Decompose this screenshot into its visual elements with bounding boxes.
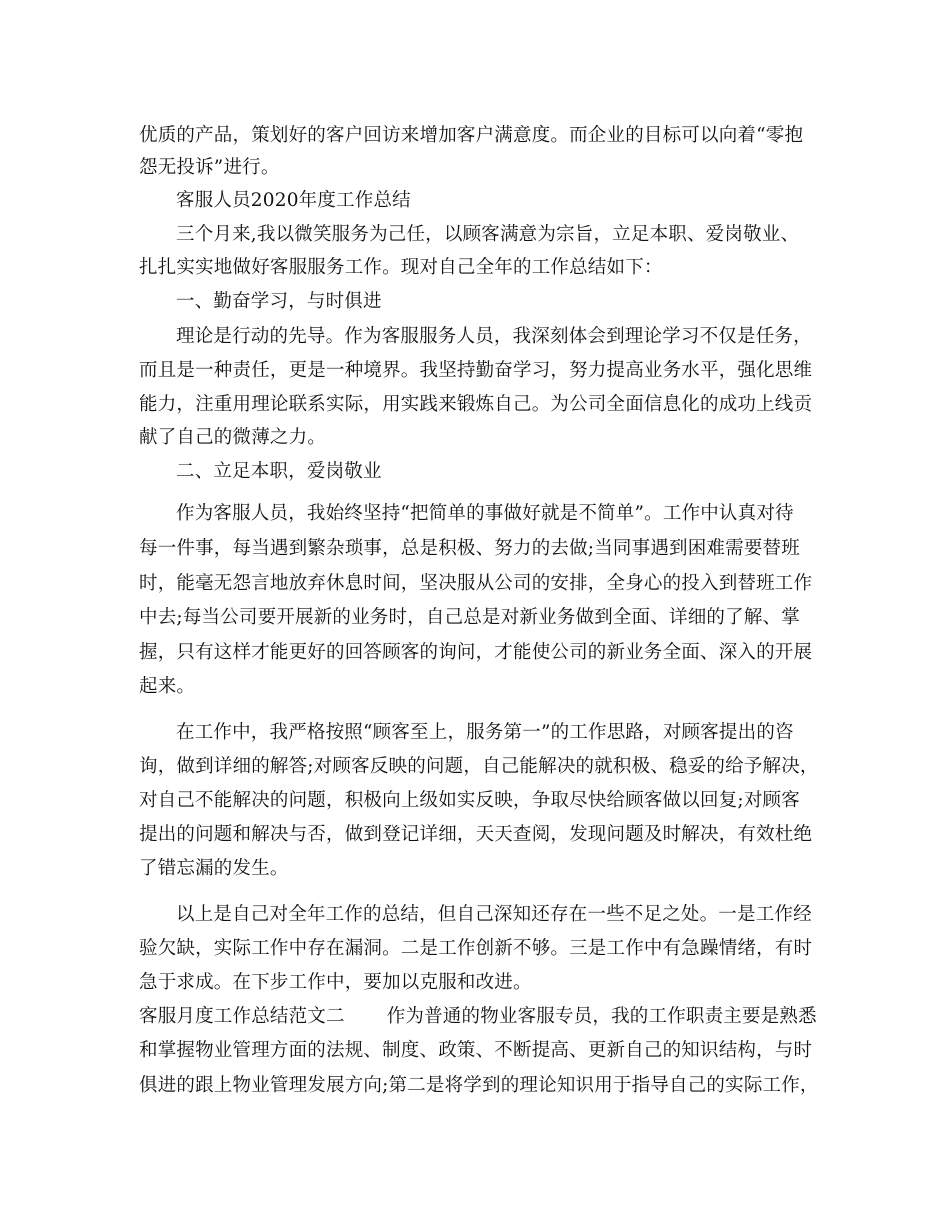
section-title: 客服月度工作总结范文二 bbox=[139, 1006, 345, 1027]
paragraph-line: 优质的产品，策划好的客户回访来增加客户满意度。而企业的目标可以向着“零抱 bbox=[139, 125, 804, 146]
section-heading: 客服人员2020年度工作总结 bbox=[176, 190, 411, 211]
paragraph-line: 中去;每当公司要开展新的业务时，自己总是对新业务做到全面、详细的了解、掌 bbox=[139, 607, 800, 628]
paragraph-line: 验欠缺，实际工作中存在漏洞。二是工作创新不够。三是工作中有急躁情绪，有时 bbox=[139, 938, 813, 959]
paragraph-line: 献了自己的微薄之力。 bbox=[139, 427, 327, 448]
paragraph-line: 了错忘漏的发生。 bbox=[139, 858, 289, 879]
paragraph-line: 急于求成。在下步工作中，要加以克服和改进。 bbox=[139, 972, 532, 993]
paragraph-line: 每一件事，每当遇到繁杂琐事，总是积极、努力的去做;当同事遇到困难需要替班 bbox=[139, 538, 800, 559]
section-heading-line bbox=[139, 1004, 817, 1030]
paragraph-line: 在工作中，我严格按照“顾客至上，服务第一”的工作思路，对顾客提出的咨 bbox=[176, 722, 794, 743]
paragraph-line: 怨无投诉”进行。 bbox=[139, 157, 280, 178]
paragraph-line: 三个月来,我以微笑服务为己任，以顾客满意为宗旨，立足本职、爱岗敬业、 bbox=[176, 224, 800, 245]
paragraph-line: 和掌握物业管理方面的法规、制度、政策、不断提高、更新自己的知识结构，与时 bbox=[139, 1040, 813, 1061]
paragraph-line: 以上是自己对全年工作的总结，但自己深知还存在一些不足之处。一是工作经 bbox=[176, 904, 812, 925]
paragraph-text: 作为普通的物业客服专员，我的工作职责主要是熟悉 bbox=[386, 1006, 817, 1027]
paragraph-line: 握，只有这样才能更好的回答顾客的询问，才能使公司的新业务全面、深入的开展 bbox=[139, 642, 813, 663]
section-heading: 二、立足本职，爱岗敬业 bbox=[176, 461, 382, 482]
paragraph-line: 时，能毫无怨言地放弃休息时间，坚决服从公司的安排，全身心的投入到替班工作 bbox=[139, 573, 813, 594]
paragraph-line: 提出的问题和解决与否，做到登记详细，天天查阅，发现问题及时解决，有效杜绝 bbox=[139, 824, 813, 845]
paragraph-line: 作为客服人员，我始终坚持“把简单的事做好就是不简单”。工作中认真对待 bbox=[176, 503, 794, 524]
section-heading: 一、勤奋学习，与时俱进 bbox=[176, 291, 382, 312]
paragraph-line: 理论是行动的先导。作为客服服务人员，我深刻体会到理论学习不仅是任务， bbox=[176, 326, 812, 347]
paragraph-line: 起来。 bbox=[139, 676, 196, 697]
paragraph-line: 而且是一种责任，更是一种境界。我坚持勤奋学习，努力提高业务水平，强化思维 bbox=[139, 360, 813, 381]
paragraph-line: 询，做到详细的解答;对顾客反映的问题，自己能解决的就积极、稳妥的给予解决， bbox=[139, 756, 819, 777]
paragraph-line: 对自己不能解决的问题，积极向上级如实反映，争取尽快给顾客做以回复;对顾客 bbox=[139, 790, 800, 811]
paragraph-line: 扎扎实实地做好客服服务工作。现对自己全年的工作总结如下： bbox=[139, 257, 663, 278]
paragraph-line: 俱进的跟上物业管理发展方向;第二是将学到的理论知识用于指导自己的实际工作， bbox=[139, 1075, 819, 1096]
paragraph-line: 能力，注重用理论联系实际，用实践来锻炼自己。为公司全面信息化的成功上线贡 bbox=[139, 394, 813, 415]
